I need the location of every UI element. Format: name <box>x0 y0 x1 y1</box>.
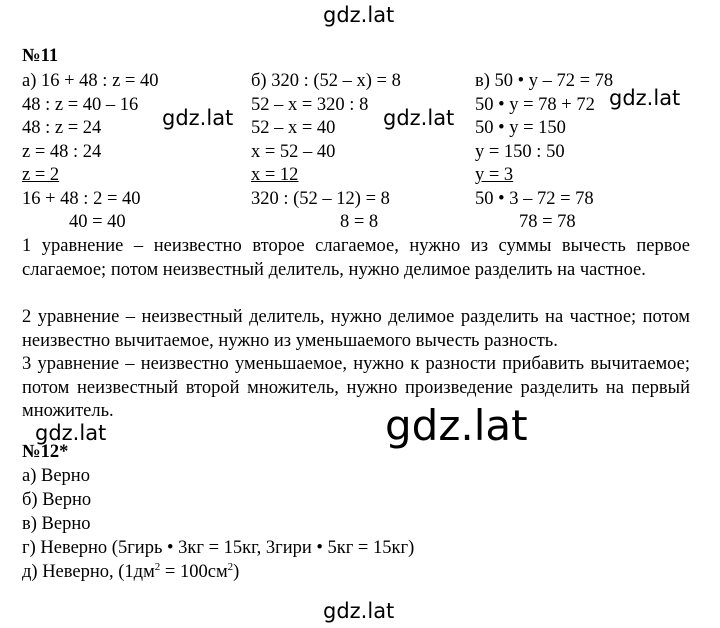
equation-line: 52 – x = 320 : 8 <box>251 95 369 115</box>
answer-line: г) Неверно (5гирь • 3кг = 15кг, 3гири • 5кг = 15кг) <box>22 538 415 558</box>
equation-answer: x = 12 <box>251 165 299 185</box>
equation-line: 50 • y = 150 <box>475 118 566 138</box>
equation-line: x = 52 – 40 <box>251 142 336 162</box>
answer-text: = 100см <box>160 562 228 582</box>
equation-check: 16 + 48 : 2 = 40 <box>22 189 141 209</box>
explanation-paragraph: 1 уравнение – неизвестно второе слагаемое, нужно из суммы вычесть первое слагаемое; потом неизвестный делитель, нужно делимое разделить на частное. <box>22 236 690 280</box>
exponent: 2 <box>154 560 161 573</box>
equation-answer: y = 3 <box>475 165 514 185</box>
equation-check: 320 : (52 – 12) = 8 <box>251 189 390 209</box>
watermark-large: gdz.lat <box>385 401 528 450</box>
equation-line: 48 : z = 24 <box>22 118 102 138</box>
watermark-top: gdz.lat <box>323 3 395 27</box>
watermark-right: gdz.lat <box>609 86 681 110</box>
equation-check-result: 8 = 8 <box>340 212 379 232</box>
watermark-bottom: gdz.lat <box>323 599 395 623</box>
explanation-paragraph: 2 уравнение – неизвестный делитель, нужно делимое разделить на частное; потом неизвестно вычитаемое, нужно из уменьшаемого вычесть разность. <box>22 307 690 351</box>
answer-line: б) Верно <box>22 490 92 510</box>
equation-line: а) 16 + 48 : z = 40 <box>22 71 159 91</box>
watermark-small-left: gdz.lat <box>35 421 107 445</box>
answer-line: в) Верно <box>22 514 91 534</box>
watermark-left: gdz.lat <box>162 106 234 130</box>
task12-title: №12* <box>22 442 69 462</box>
exponent: 2 <box>227 560 234 573</box>
equation-line: б) 320 : (52 – x) = 8 <box>251 71 401 91</box>
answer-text: ) <box>233 562 240 582</box>
equation-line: 50 • y = 78 + 72 <box>475 95 595 115</box>
equation-line: y = 150 : 50 <box>475 142 565 162</box>
answer-line: а) Верно <box>22 466 90 486</box>
equation-line: z = 48 : 24 <box>22 142 102 162</box>
answer-line-units <box>22 560 240 582</box>
equation-line: 48 : z = 40 – 16 <box>22 95 139 115</box>
explanation-paragraph: 3 уравнение – неизвестно уменьшаемое, нужно к разности прибавить вычитаемое; потом неизвестный второй множитель, нужно произведение разделить на первый множитель. <box>22 354 690 421</box>
equation-check-result: 78 = 78 <box>519 212 576 232</box>
equation-line: 52 – x = 40 <box>251 118 336 138</box>
answer-text: д) Неверно, (1дм <box>22 562 155 582</box>
task11-title: №11 <box>22 46 59 66</box>
equation-check-result: 40 = 40 <box>69 212 126 232</box>
equation-line: в) 50 • y – 72 = 78 <box>475 71 614 91</box>
equation-answer: z = 2 <box>22 165 60 185</box>
watermark-center: gdz.lat <box>383 106 455 130</box>
equation-check: 50 • 3 – 72 = 78 <box>475 189 594 209</box>
